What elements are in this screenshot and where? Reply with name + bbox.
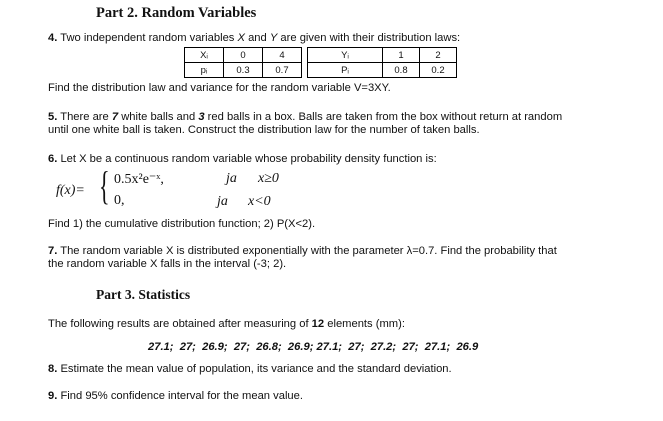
pdf-case2-expr: 0,: [114, 193, 125, 208]
q4-var-y: Y: [269, 32, 278, 44]
table-y-header: Yᵢ: [308, 48, 383, 63]
q5-text-b: white balls and: [118, 111, 199, 123]
pdf-brace: {: [99, 163, 110, 208]
pdf-case1-expr: 0.5x²e⁻ˣ,: [114, 172, 164, 187]
q4-text-a: Two independent random variables: [57, 32, 238, 44]
pdf-fx-label: f(x)=: [56, 183, 85, 198]
table-y-row-probs: [308, 63, 457, 78]
q7-line1: [48, 245, 557, 258]
q4-text-b: and: [244, 32, 270, 44]
measurements-list: 27.1; 27; 26.9; 27; 26.8; 26.9; 27.1; 27; 27.2; 27; 27.1; 26.9: [148, 341, 479, 353]
q9-number: 9.: [48, 390, 58, 402]
q9-text-body: Find 95% confidence interval for the mean value.: [57, 390, 303, 402]
table-y-cell: 0.2: [420, 63, 457, 78]
table-x-cell: 0.7: [263, 63, 302, 78]
part3-intro-b: elements (mm):: [324, 318, 405, 330]
q4-find: Find the distribution law and variance for the random variable V=3XY.: [48, 82, 391, 94]
distribution-table-y: [307, 47, 457, 78]
table-y-cell: 0.8: [383, 63, 420, 78]
q5-red-count: 3: [198, 111, 205, 123]
table-x-row-probs: [185, 63, 302, 78]
table-x-header: Xᵢ: [185, 48, 224, 63]
pdf-case2-cond: x<0: [248, 194, 271, 209]
q4-var-x: X: [237, 32, 245, 44]
q6-find: Find 1) the cumulative distribution function; 2) P(X<2).: [48, 218, 316, 230]
pdf-case1-cond: x≥0: [258, 171, 279, 186]
part2-title: Part 2. Random Variables: [96, 5, 257, 21]
table-y-row-values: [308, 48, 457, 63]
part3-intro-count: 12: [311, 318, 325, 330]
table-x-header: pᵢ: [185, 63, 224, 78]
distribution-table-x: [184, 47, 302, 78]
q5-line2: until one white ball is taken. Construct the distribution law for the number of taken balls.: [48, 124, 480, 136]
part3-title: Part 3. Statistics: [96, 287, 191, 302]
table-y-cell: 2: [420, 48, 457, 63]
q5-white-count: 7: [111, 111, 119, 123]
q6-text-body: Let X be a continuous random variable whose probability density function is:: [57, 153, 437, 165]
table-y-cell: 1: [383, 48, 420, 63]
q8-text-body: Estimate the mean value of population, its variance and the standard deviation.: [57, 363, 452, 375]
q8-text: [48, 363, 452, 376]
q4-text-c: are given with their distribution laws:: [277, 32, 461, 44]
part3-intro-a: The following results are obtained after measuring of: [48, 318, 312, 330]
q5-text-a: There are: [57, 111, 112, 123]
q5-text-c: red balls in a box. Balls are taken from the box without return at random: [204, 111, 563, 123]
pdf-case1-word: ja: [226, 171, 237, 186]
q5-number: 5.: [48, 111, 58, 123]
q7-line2: the random variable X falls in the interval (-3; 2).: [48, 258, 287, 270]
table-x-cell: 4: [263, 48, 302, 63]
table-x-cell: 0: [224, 48, 263, 63]
q6-number: 6.: [48, 153, 58, 165]
table-y-header: Pᵢ: [308, 63, 383, 78]
table-x-cell: 0.3: [224, 63, 263, 78]
q4-text: [48, 32, 460, 45]
q4-number: 4.: [48, 32, 58, 44]
part3-intro: [48, 318, 405, 331]
q7-line1-body: The random variable X is distributed exponentially with the parameter λ=0.7. Find the probability that: [57, 245, 557, 257]
table-x-row-values: [185, 48, 302, 63]
pdf-case2-word: ja: [217, 194, 228, 209]
q8-number: 8.: [48, 363, 58, 375]
q9-text: [48, 390, 303, 403]
q7-number: 7.: [48, 245, 58, 257]
q5-line1: [48, 111, 562, 124]
